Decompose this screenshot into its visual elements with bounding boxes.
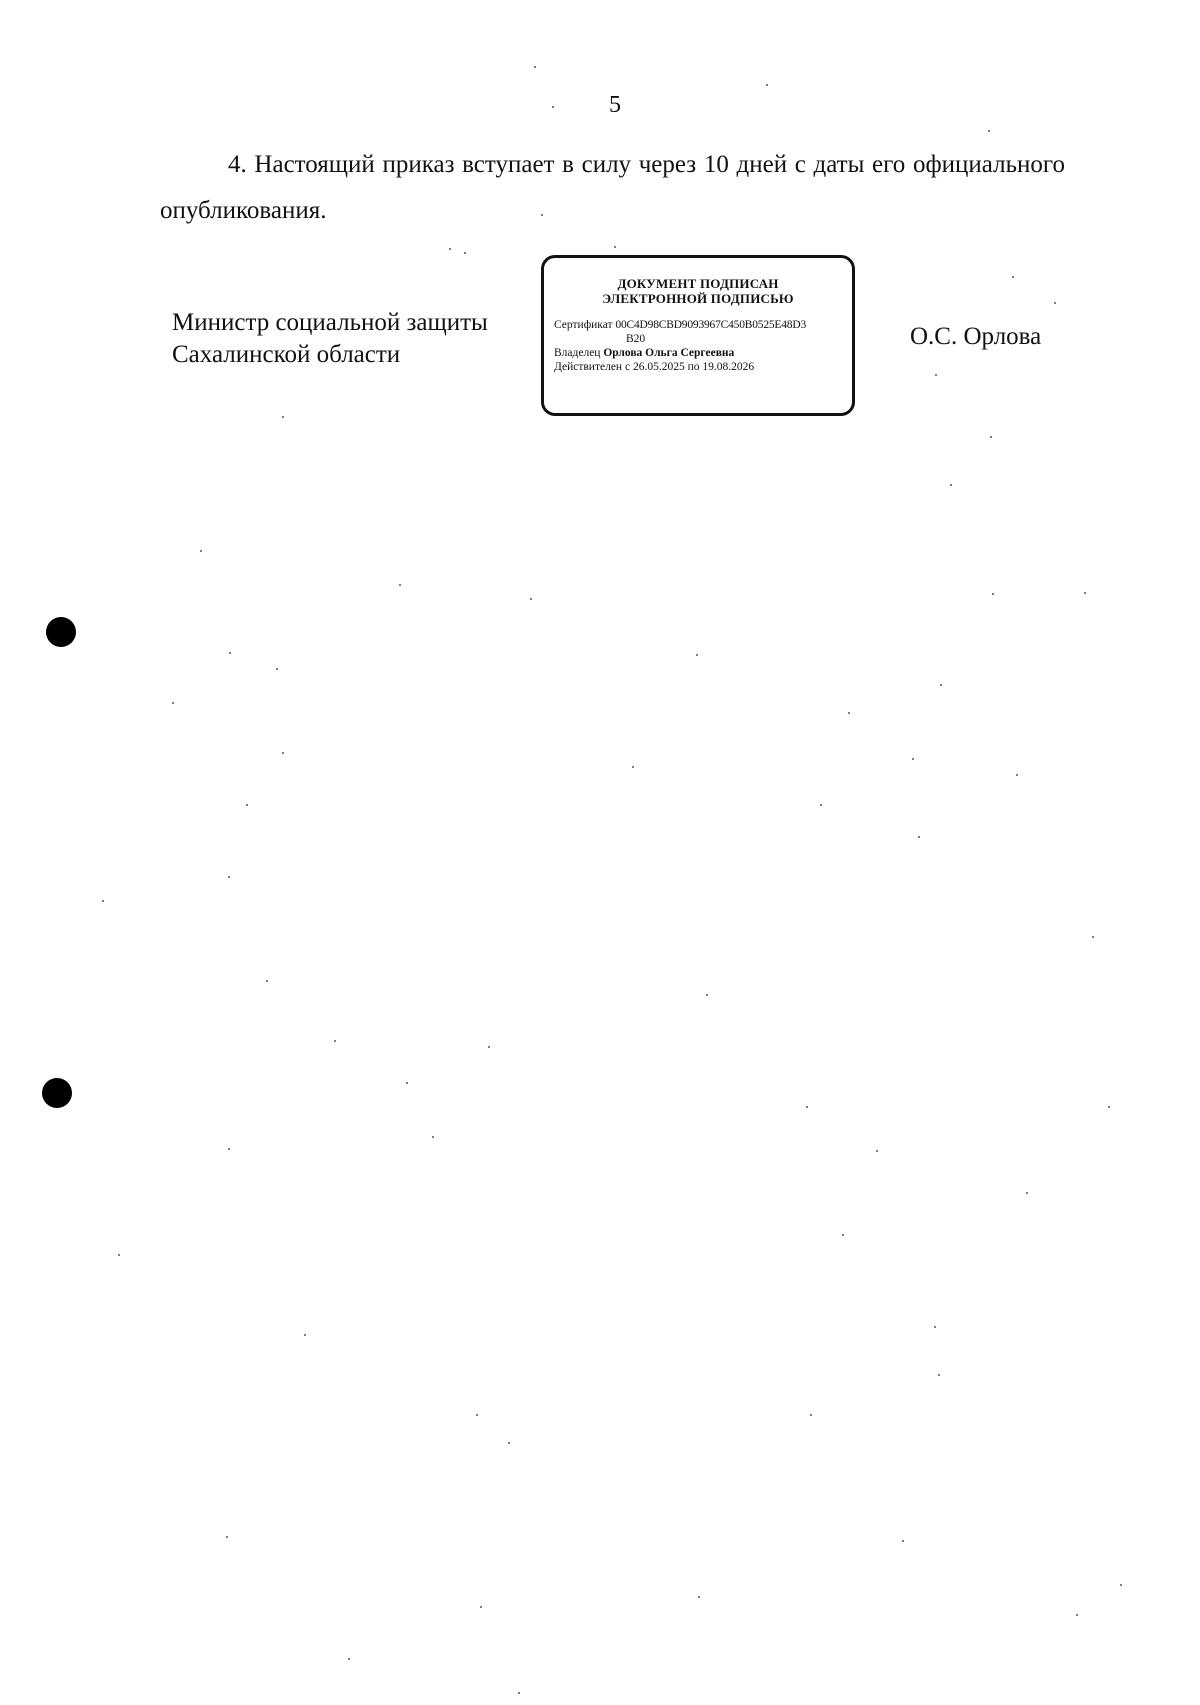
signer-title-line-1: Министр социальной защиты (172, 309, 488, 336)
scan-speck (276, 668, 278, 670)
scan-speck (940, 684, 942, 686)
scan-speck (1054, 302, 1056, 304)
scan-speck (1092, 936, 1094, 938)
scan-speck (488, 1046, 490, 1048)
stamp-certificate-value: 00C4D98CBD9093967C450B0525E48D3 (615, 319, 807, 331)
scan-speck (406, 1082, 408, 1084)
scan-speck (172, 702, 174, 704)
scan-speck (246, 804, 248, 806)
scan-speck (934, 1326, 936, 1328)
scan-speck (530, 598, 532, 600)
stamp-owner-row (554, 346, 842, 360)
scan-speck (912, 758, 914, 760)
stamp-certificate-value-continued: B20 (626, 333, 646, 345)
scan-speck (614, 246, 616, 248)
scan-speck (918, 836, 920, 838)
scan-speck (229, 652, 231, 654)
scan-speck (766, 84, 768, 86)
scan-speck (938, 1374, 940, 1376)
scan-speck (1084, 592, 1086, 594)
scan-speck (1016, 774, 1018, 776)
stamp-heading-line-1: ДОКУМЕНТ ПОДПИСАН (617, 276, 779, 291)
signer-title (172, 307, 488, 371)
scan-speck (706, 994, 708, 996)
punch-hole-bottom (42, 1078, 72, 1108)
scan-speck (228, 1148, 230, 1150)
scan-speck (282, 752, 284, 754)
scan-speck (935, 374, 937, 376)
scan-speck (432, 1136, 434, 1138)
scan-speck (842, 1234, 844, 1236)
scan-speck (806, 1106, 808, 1108)
scan-speck (820, 804, 822, 806)
scan-speck (1026, 1192, 1028, 1194)
scan-speck (1108, 1106, 1110, 1108)
scan-speck (266, 980, 268, 982)
scan-speck (552, 106, 554, 108)
scan-speck (464, 252, 466, 254)
scan-speck (508, 1442, 510, 1444)
scan-speck (696, 654, 698, 656)
scan-speck (1012, 276, 1014, 278)
scan-speck (876, 1150, 878, 1152)
scan-speck (348, 1658, 350, 1660)
scan-speck (992, 593, 994, 595)
scan-speck (810, 1414, 812, 1416)
scan-speck (541, 214, 543, 216)
body-paragraph: 4. Настоящий приказ вступает в силу через 10 дней с даты его официального опубликования. (160, 151, 1065, 224)
electronic-signature-stamp (541, 255, 855, 416)
scan-speck (990, 436, 992, 438)
scan-speck (518, 1692, 520, 1694)
scan-speck (848, 712, 850, 714)
stamp-certificate-row (554, 318, 842, 332)
scan-speck (304, 1334, 306, 1336)
scan-speck (334, 1040, 336, 1042)
stamp-owner-label: Владелец (554, 347, 601, 359)
page-number: 5 (609, 92, 621, 118)
scan-speck (1076, 1614, 1078, 1616)
scan-speck (200, 550, 202, 552)
scan-speck (228, 876, 230, 878)
stamp-heading-line-2: ЭЛЕКТРОННОЙ ПОДПИСЬЮ (602, 291, 794, 306)
scan-speck (226, 1536, 228, 1538)
scan-speck (282, 416, 284, 418)
scan-speck (534, 66, 536, 68)
scan-speck (480, 1606, 482, 1608)
stamp-certificate-label: Сертификат (554, 319, 613, 331)
scan-speck (399, 584, 401, 586)
scan-speck (950, 484, 952, 486)
signer-name: О.С. Орлова (910, 323, 1042, 350)
scan-speck (449, 248, 451, 250)
stamp-owner-value: Орлова Ольга Сергеевна (603, 347, 735, 359)
scan-speck (988, 130, 990, 132)
scan-speck (476, 1414, 478, 1416)
scan-speck (698, 1596, 700, 1598)
stamp-validity: Действителен с 26.05.2025 по 19.08.2026 (554, 361, 755, 373)
scan-speck (632, 766, 634, 768)
scan-speck (102, 900, 104, 902)
scan-speck (1120, 1584, 1122, 1586)
scan-speck (118, 1254, 120, 1256)
signer-title-line-2: Сахалинской области (172, 341, 401, 368)
punch-hole-top (46, 617, 76, 647)
scan-speck (902, 1540, 904, 1542)
